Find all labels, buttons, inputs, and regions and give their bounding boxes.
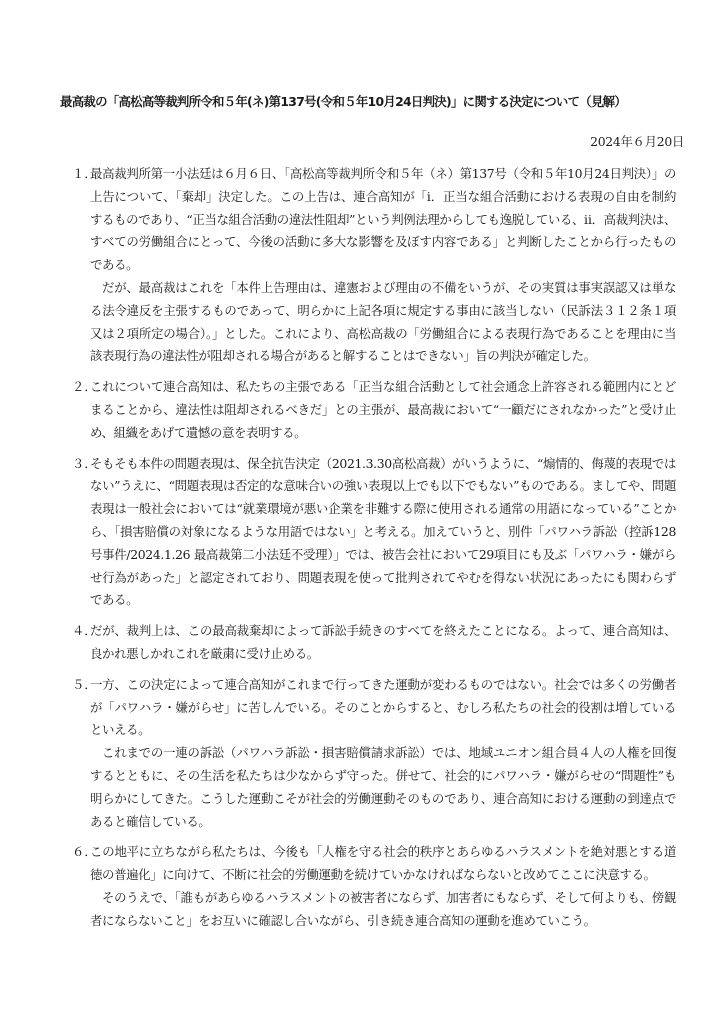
section-number: ３．: [72, 455, 97, 471]
section-paragraph: 最高裁判所第一小法廷は６月６日、「高松高等裁判所令和５年（ネ）第137号（令和５年10月24日判決）」の上告について、「棄却」決定した。この上告は、連合高知が「ⅰ．正当な組合活動における表現の自由を制約するものであり、“正当な組合活動の違法性阻却”という判例法理からしても逸脱している、ⅱ．高裁判決は、すべての労働組合にとって、今後の活動に多大な影響を及ぼす内容である」と判断したことから行ったものである。: [90, 166, 676, 273]
document-date: 2024年６月20日: [590, 134, 684, 149]
section-6: [72, 841, 676, 932]
section-number: ４．: [72, 623, 97, 639]
section-paragraph: この地平に立ちながら私たちは、今後も「人権を守る社会的秩序とあらゆるハラスメントを絶対悪とする道徳の普遍化」に向けて、不断に社会的労働運動を続けていかなければならないと改めてここに決意する。: [90, 844, 676, 883]
section-1: [72, 163, 676, 368]
document-body: [72, 163, 676, 941]
section-number: ６．: [72, 844, 97, 860]
section-4: [72, 620, 676, 666]
section-3: [72, 453, 676, 613]
section-paragraph: そのうえで、「誰もがあらゆるハラスメントの被害者にならず、加害者にもならず、そして何よりも、傍観者にならないこと」をお互いに確認し合いながら、引き続き連合高知の運動を進めていこう。: [90, 889, 676, 928]
section-number: １．: [72, 166, 97, 181]
section-2: [72, 376, 676, 444]
section-5: [72, 674, 676, 834]
section-paragraph: 一方、この決定によって連合高知がこれまで行ってきた運動が変わるものではない。社会では多くの労働者が「パワハラ・嫌がらせ」に苦しんでいる。そのことからすると、むしろ私たちの社会的役割は増しているといえる。: [90, 676, 676, 738]
section-paragraph: これについて連合高知は、私たちの主張である「正当な組合活動として社会通念上許容される範囲内にとどまることから、違法性は阻却されるべきだ」との主張が、最高裁において“一顧だにされなかった”と受け止め、組織をあげて遺憾の意を表明する。: [90, 379, 676, 440]
section-paragraph: そもそも本件の問題表現は、保全抗告決定（2021.3.30高松高裁）がいうように、“煽情的、侮蔑的表現ではない”うえに、“問題表現は否定的な意味合いの強い表現以上でも以下でもない”ものである。ましてや、問題表現は一般社会においては“就業環境が悪い企業を非難する際に使用される通常の用語になっている”ことから、「損害賠償の対象になるような用語ではない」と考える。加えていうと、別件「パワハラ訴訟（控訴128号事件/2024.1.26 最高裁第二小法廷不受理）」では、被告会社において29項目にも及ぶ「パワハラ・嫌がらせ行為があった」と認定されており、問題表現を使って批判されてやむを得ない状況にあったにも関わらずである。: [90, 455, 676, 608]
section-number: ５．: [72, 676, 97, 692]
section-paragraph: これまでの一連の訴訟（パワハラ訴訟・損害賠償請求訴訟）では、地域ユニオン組合員４人の人権を回復するとともに、その生活を私たちは少なからず守った。併せて、社会的にパワハラ・嫌がらせの“問題性”も明らかにしてきた。こうした運動こそが社会的労働運動そのものであり、連合高知における運動の到達点であると確信している。: [90, 745, 676, 829]
section-paragraph: だが、最高裁はこれを「本件上告理由は、違憲および理由の不備をいうが、その実質は事実誤認又は単なる法令違反を主張するものであって、明らかに上記各項に規定する事由に該当しない（民訴法３１２条１項又は２項所定の場合）。」とした。これにより、高松高裁の「労働組合による表現行為であることを理由に当該表現行為の違法性が阻却される場合があると解することはできない」旨の判決が確定した。: [90, 279, 676, 364]
document-title: 最高裁の「高松高等裁判所令和５年(ネ)第137号(令和５年10月24日判決)」に関する決定について（見解）: [60, 94, 627, 109]
section-number: ２．: [72, 379, 97, 395]
section-paragraph: だが、裁判上は、この最高裁棄却によって訴訟手続きのすべてを終えたことになる。よって、連合高知は、良かれ悪しかれこれを厳粛に受け止める。: [90, 623, 676, 661]
